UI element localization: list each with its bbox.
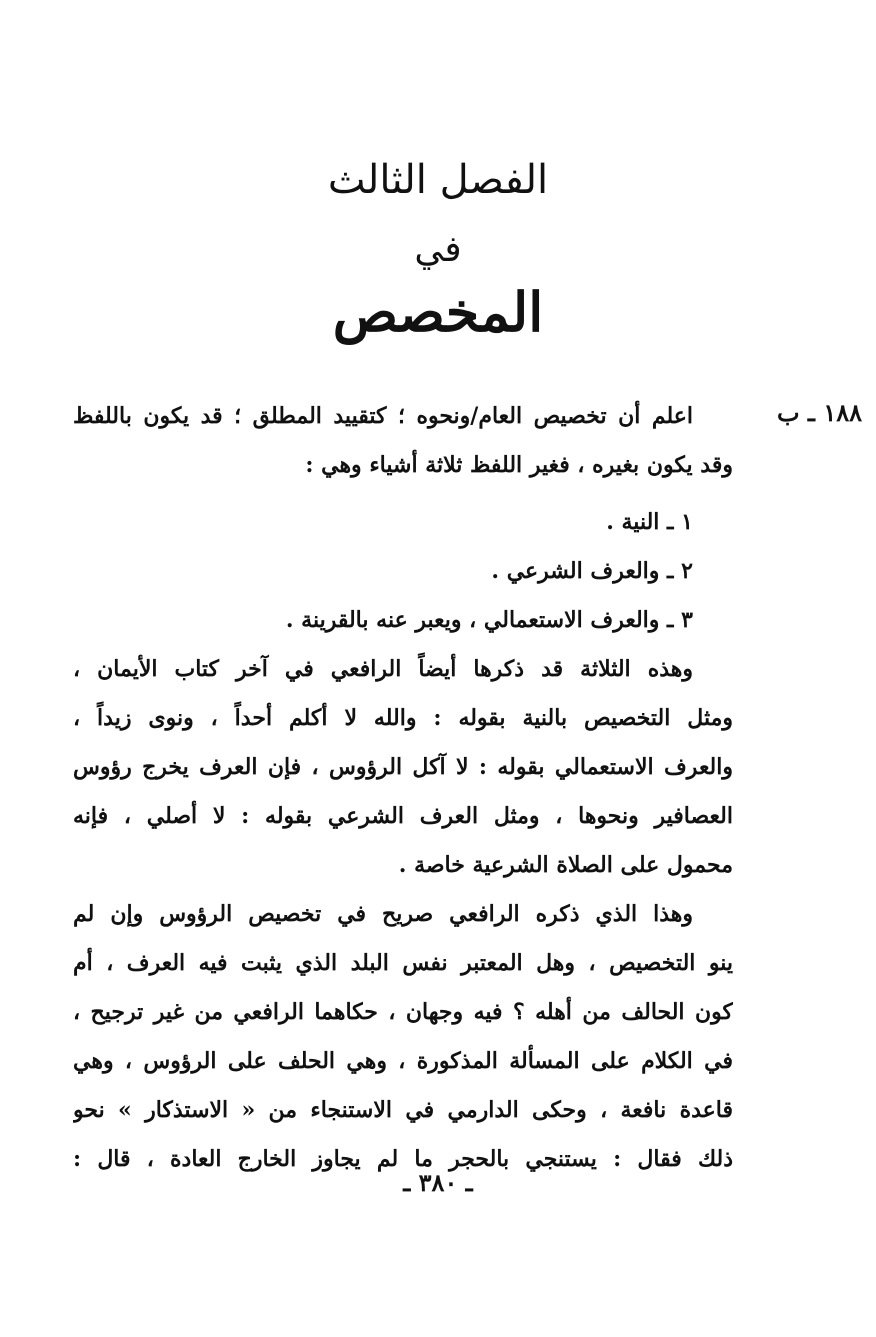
text-line: ومثل التخصيص بالنية بقوله : والله لا أكلم أحداً ، ونوى زيداً ، bbox=[73, 705, 733, 731]
text-line: في الكلام على المسألة المذكورة ، وهي الحلف على الرؤوس ، وهي bbox=[73, 1048, 733, 1074]
text-line: وهذه الثلاثة قد ذكرها أيضاً الرافعي في آخر كتاب الأيمان ، bbox=[73, 656, 693, 682]
chapter-subtitle: في bbox=[414, 229, 462, 270]
text-line: العصافير ونحوها ، ومثل العرف الشرعي بقوله : لا أصلي ، فإنه bbox=[73, 803, 733, 829]
page-number: ـ ٣٨٠ ـ bbox=[403, 1168, 473, 1197]
list-item: ٢ ـ والعرف الشرعي . bbox=[491, 558, 693, 584]
list-item: ١ ـ النية . bbox=[606, 509, 693, 535]
margin-manuscript-reference: ١٨٨ ـ ب bbox=[776, 398, 862, 427]
chapter-title: الفصل الثالث bbox=[327, 157, 549, 203]
text-line: ينو التخصيص ، وهل المعتبر نفس البلد الذي يثبت فيه العرف ، أم bbox=[73, 950, 733, 976]
text-line: والعرف الاستعمالي بقوله : لا آكل الرؤوس ، فإن العرف يخرج رؤوس bbox=[73, 754, 733, 780]
text-line: وقد يكون بغيره ، فغير اللفظ ثلاثة أشياء وهي : bbox=[305, 452, 733, 478]
text-line: وهذا الذي ذكره الرافعي صريح في تخصيص الرؤوس وإن لم bbox=[73, 901, 693, 927]
list-item: ٣ ـ والعرف الاستعمالي ، ويعبر عنه بالقرينة . bbox=[285, 607, 693, 633]
chapter-topic: المخصص bbox=[332, 280, 544, 344]
text-line: اعلم أن تخصيص العام/ونحوه ؛ كتقييد المطلق ؛ قد يكون باللفظ bbox=[73, 403, 693, 429]
text-line: قاعدة نافعة ، وحكى الدارمي في الاستنجاء من « الاستذكار » نحو bbox=[73, 1097, 733, 1123]
body-text bbox=[73, 392, 733, 1184]
text-line: كون الحالف من أهله ؟ فيه وجهان ، حكاهما الرافعي من غير ترجيح ، bbox=[73, 999, 733, 1025]
text-line: محمول على الصلاة الشرعية خاصة . bbox=[398, 852, 733, 878]
text-line: ذلك فقال : يستنجي بالحجر ما لم يجاوز الخارج العادة ، قال : bbox=[73, 1146, 733, 1172]
